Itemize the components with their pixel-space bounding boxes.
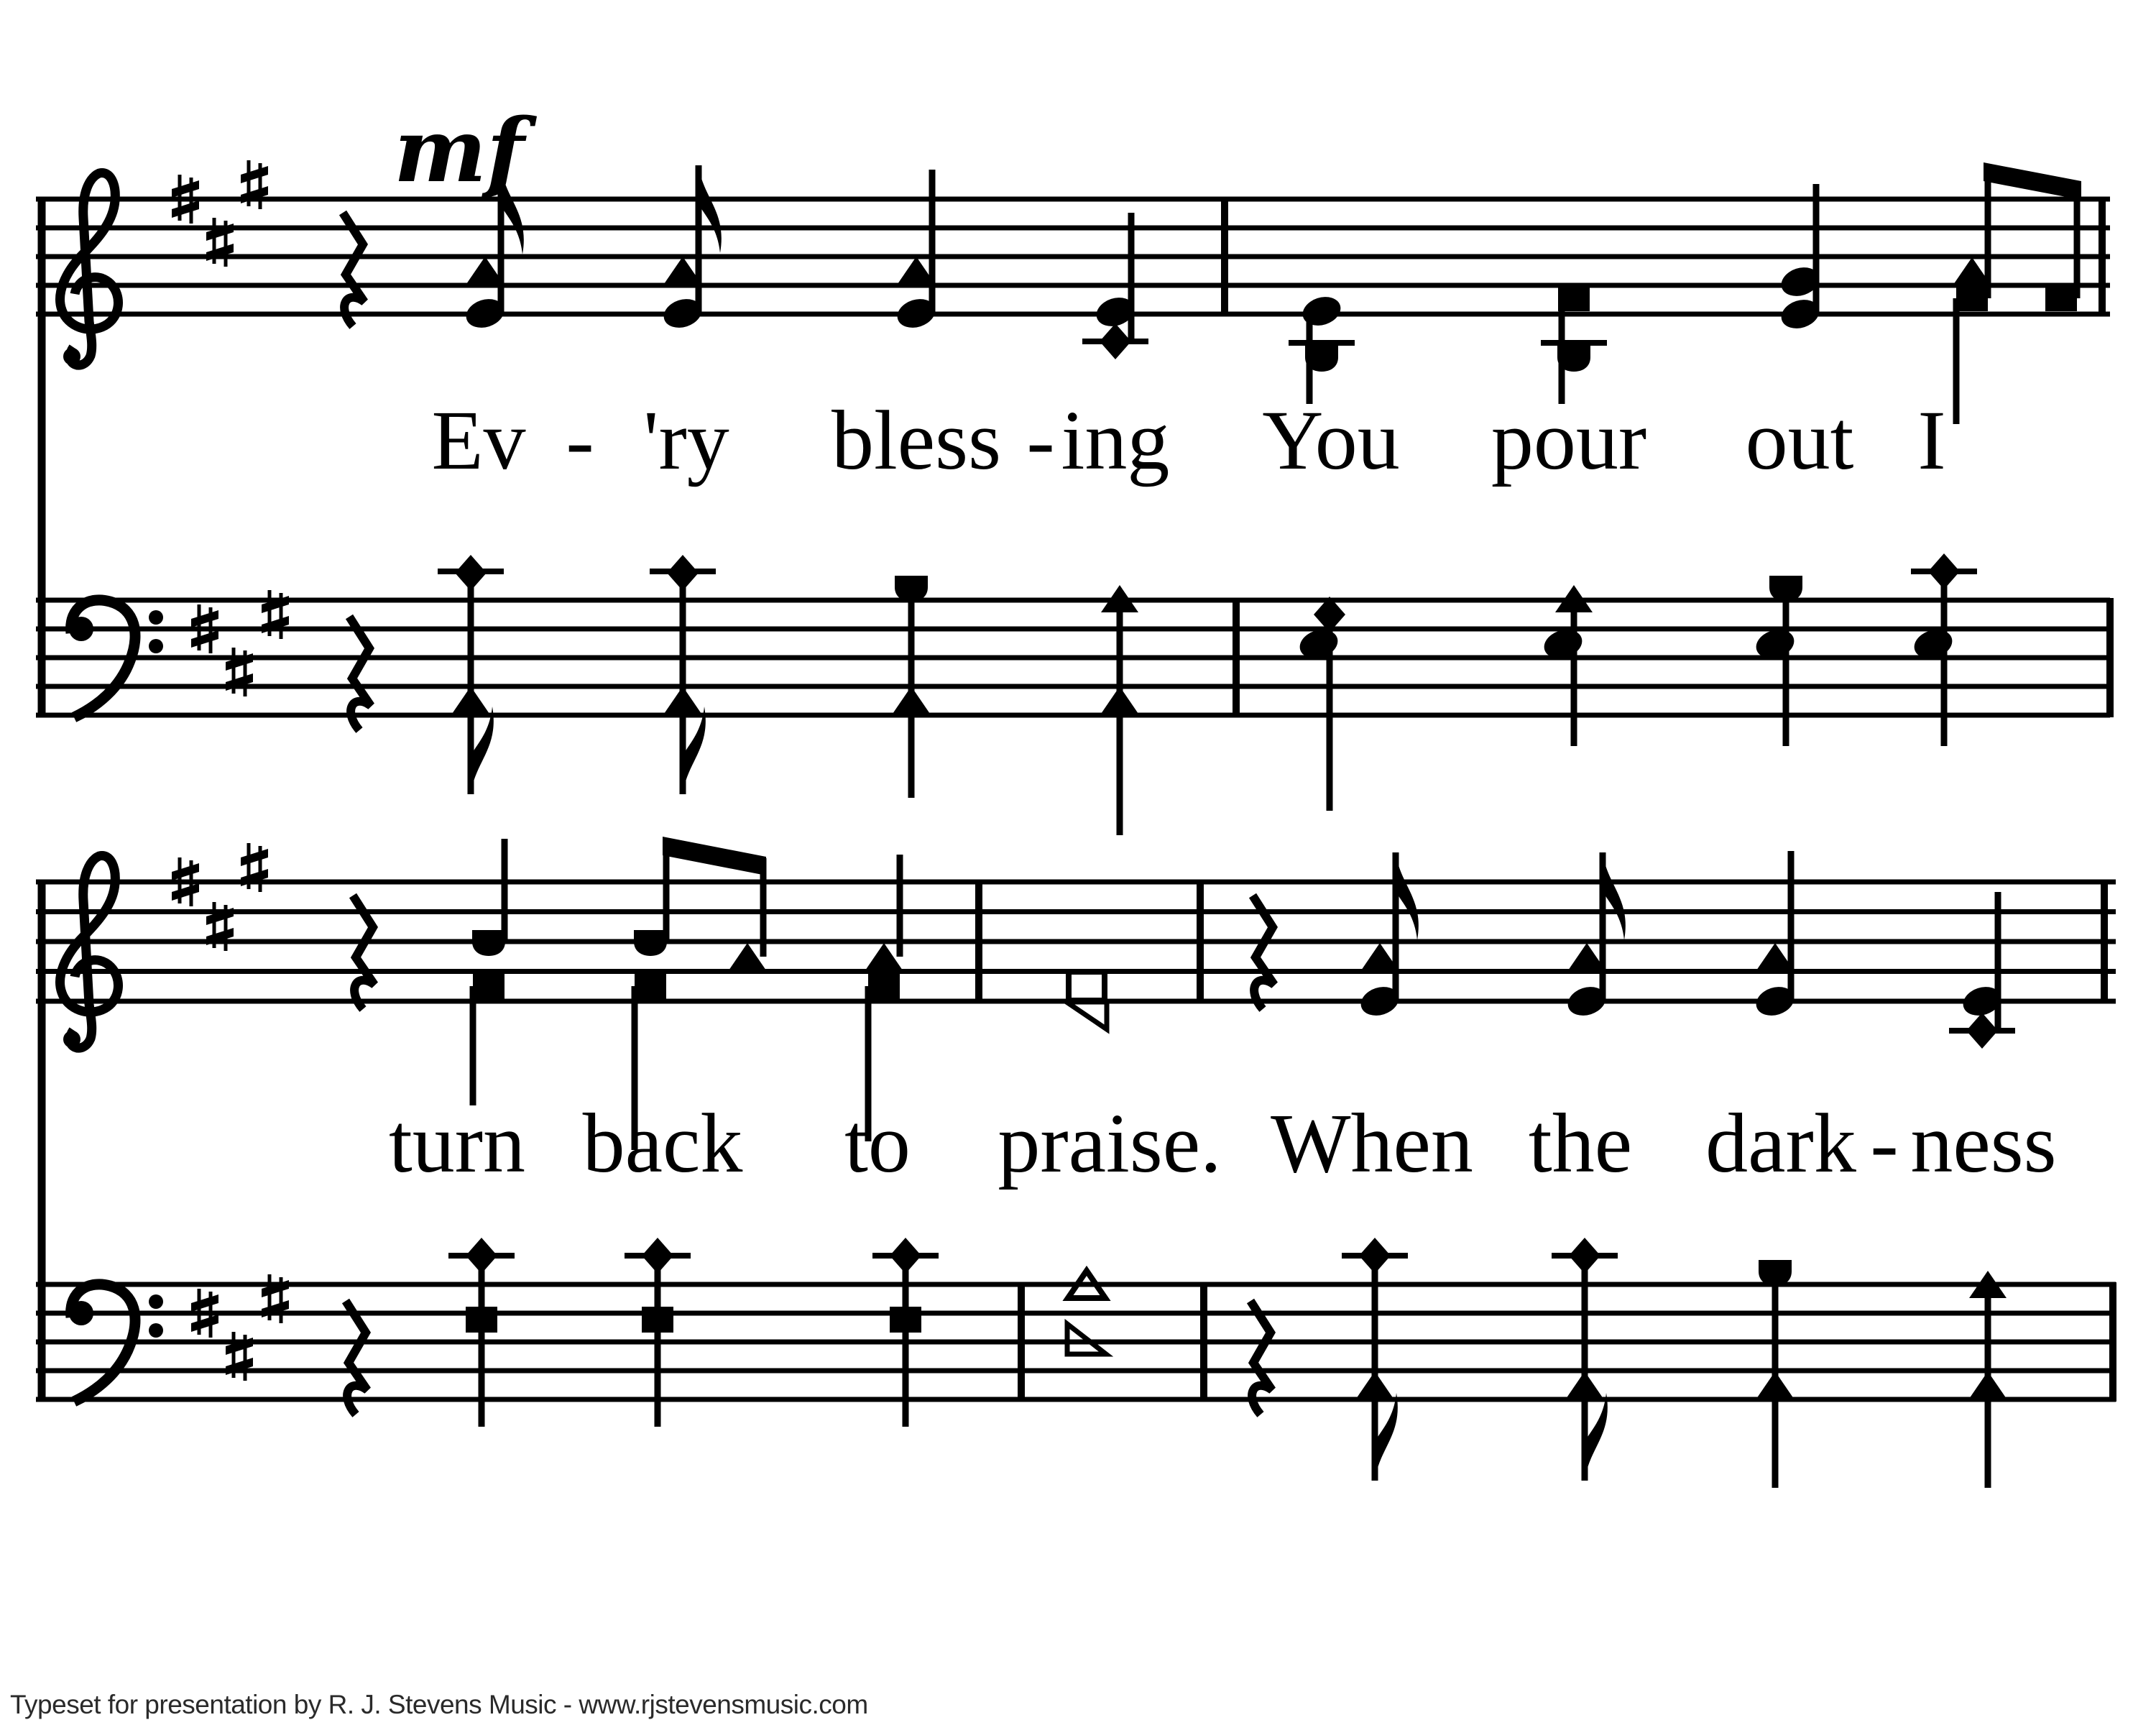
lyric-word: 'ry bbox=[643, 393, 729, 487]
notehead-square bbox=[2045, 285, 2077, 311]
notehead-square bbox=[473, 973, 505, 999]
bass-clef-icon bbox=[149, 610, 163, 625]
footer-credit: Typeset for presentation by R. J. Stevens Music - www.rjstevensmusic.com bbox=[10, 1690, 868, 1719]
notehead-cup bbox=[895, 576, 928, 602]
lyric-word: praise. bbox=[998, 1096, 1222, 1190]
notehead-square bbox=[868, 973, 900, 999]
treble-clef-icon bbox=[63, 1031, 80, 1048]
notehead-square bbox=[1558, 285, 1590, 311]
lyric-word: turn bbox=[388, 1096, 526, 1190]
lyric-word: - bbox=[566, 393, 594, 487]
lyric-word: bless bbox=[831, 393, 1001, 487]
lyric-word: to bbox=[844, 1096, 911, 1190]
lyric-word: ness bbox=[1910, 1096, 2057, 1190]
notehead-square bbox=[642, 1307, 673, 1333]
notehead-cup bbox=[1305, 346, 1338, 372]
bass-clef-icon bbox=[149, 1323, 163, 1338]
notehead-square bbox=[1956, 285, 1988, 311]
notehead-cup bbox=[1557, 346, 1590, 372]
notehead-cup bbox=[634, 930, 667, 956]
notehead-square bbox=[635, 973, 666, 999]
lyric-word: pour bbox=[1491, 393, 1647, 487]
dynamic-mf: mf bbox=[394, 98, 525, 202]
bass-clef-icon bbox=[149, 639, 163, 653]
lyric-word: back bbox=[582, 1096, 743, 1190]
notehead-cup bbox=[1759, 1260, 1792, 1286]
notehead-cup bbox=[1769, 576, 1802, 602]
lyric-word: You bbox=[1262, 393, 1400, 487]
lyric-word: Ev bbox=[431, 393, 526, 487]
lyric-word: I bbox=[1917, 393, 1946, 487]
notehead-square bbox=[890, 1307, 921, 1333]
treble-clef-icon bbox=[63, 348, 80, 365]
notehead-square bbox=[466, 1307, 497, 1333]
lyric-word: out bbox=[1745, 393, 1854, 487]
lyric-word: - bbox=[1870, 1096, 1899, 1190]
notehead-cup bbox=[472, 930, 505, 956]
bass-clef-icon bbox=[149, 1294, 163, 1309]
lyric-word: ing bbox=[1061, 393, 1170, 487]
lyric-word: dark bbox=[1705, 1096, 1856, 1190]
lyric-word: the bbox=[1528, 1096, 1633, 1190]
lyric-word: When bbox=[1271, 1096, 1473, 1190]
lyric-word: - bbox=[1026, 393, 1055, 487]
